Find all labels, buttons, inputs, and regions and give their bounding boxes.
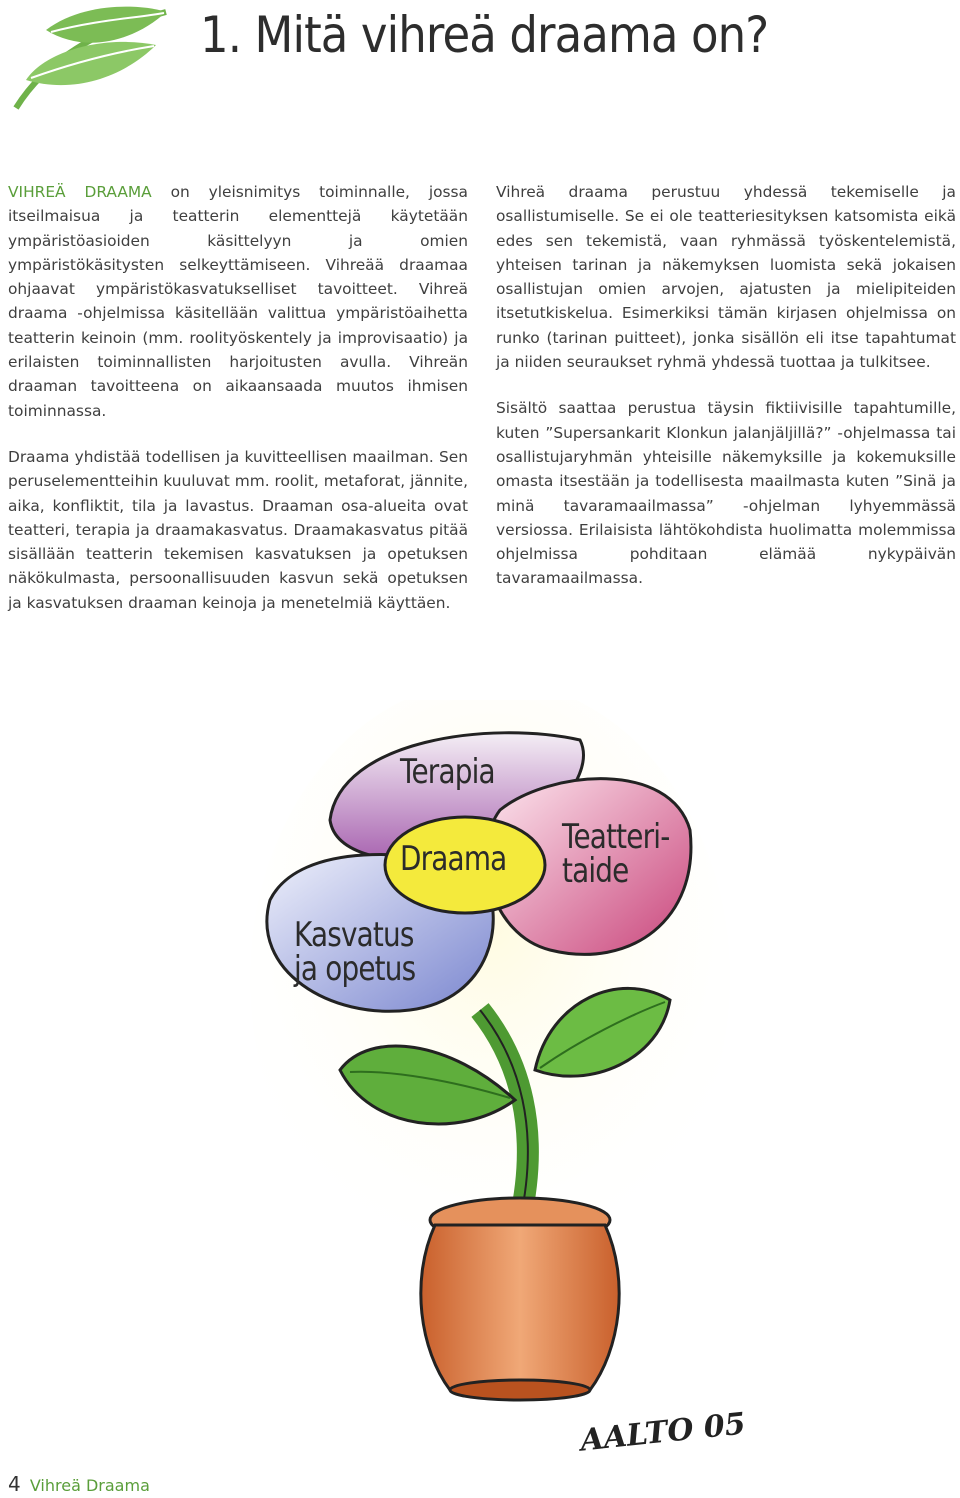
right-column bbox=[496, 180, 956, 613]
intro-paragraph bbox=[8, 180, 468, 423]
page-footer bbox=[8, 1472, 150, 1496]
label-teatteritaide: Teatteri- taide bbox=[562, 817, 670, 891]
left-column bbox=[8, 180, 468, 637]
flower-drawing bbox=[250, 700, 730, 1420]
flower-illustration bbox=[250, 700, 730, 1420]
drama-paragraph: Draama yhdistää todellisen ja kuvitteellisen maailman. Sen peruselementteihin kuuluvat mm. roolit, metaforat, jännite, aika, konfliktit, tila ja lavastus. Draaman osa-alueita ovat teatteri, terapia ja draamakasvatus. Draamakasvatus pitää sisällään teatterin tekemisen kasvatuksen ja opetuksen näkökulmasta, persoonallisuuden kasvun sekä opetuksen ja kasvatuksen draaman keinoja ja menetelmiä käyttäen. bbox=[8, 447, 468, 612]
label-terapia: Terapia bbox=[400, 752, 495, 792]
artist-signature: AALTO 05 bbox=[578, 1406, 748, 1459]
page-number: 4 bbox=[8, 1472, 21, 1496]
intro-text: on yleisnimitys toiminnalle, jossa itseilmaisua ja teatterin elementtejä käytetään ympäristöasioiden käsittelyyn ja omien ympäristökäsitysten selkeyttämiseen. Vihreää draamaa ohjaavat ympäristökasvatukselliset tavoitteet. Vihreä draama -ohjelmissa käsitellään valittua ympäristöaihetta teatterin keinoin (mm. roolityöskentely ja improvisaatio) ja erilaisten toiminnallisten harjoitusten avulla. Vihreän draaman tavoitteena on aikaansaada muutos ihmisen toiminnassa. bbox=[8, 183, 468, 420]
page-title: 1. Mitä vihreä draama on? bbox=[200, 6, 769, 64]
publication-name: Vihreä Draama bbox=[29, 1476, 150, 1495]
content-paragraph: Sisältö saattaa perustua täysin fiktiivisille tapahtumille, kuten ”Supersankarit Klonkun jalanjäljillä?” -ohjelmassa tai osallistujaryhmän yhteisille näkemyksille ja kokemuksille omasta itsestään ja todellisesta maailmasta kuten ”Sinä ja minä tavaramaailmassa” -ohjelman lyhyemmässä versiossa. Erilaisista lähtökohdista huolimatta molemmissa ohjelmissa pohditaan elämää nykypäivän tavaramaailmassa. bbox=[496, 399, 956, 588]
participation-paragraph: Vihreä draama perustuu yhdessä tekemiselle ja osallistumiselle. Se ei ole teatteriesityksen katsomista eikä edes sen tekemistä, vaan ryhmässä työskentelemistä, yhteisen tarinan ja näkemyksen luomista sekä jokaisen osallistujan omien arvojen, ajatusten ja mielipiteiden itsetutkiskelua. Esimerkiksi tämän kirjasen ohjelmissa on runko (tarinan puitteet), jonka sisällön eli itse tapahtumat ja niiden seuraukset ryhmä yhdessä tuottaa ja tulkitsee. bbox=[496, 183, 956, 372]
leaf-logo-icon bbox=[6, 0, 176, 120]
label-kasvatus: Kasvatus ja opetus bbox=[294, 915, 416, 989]
label-draama: Draama bbox=[400, 839, 507, 879]
intro-lead: VIHREÄ DRAAMA bbox=[8, 183, 152, 201]
